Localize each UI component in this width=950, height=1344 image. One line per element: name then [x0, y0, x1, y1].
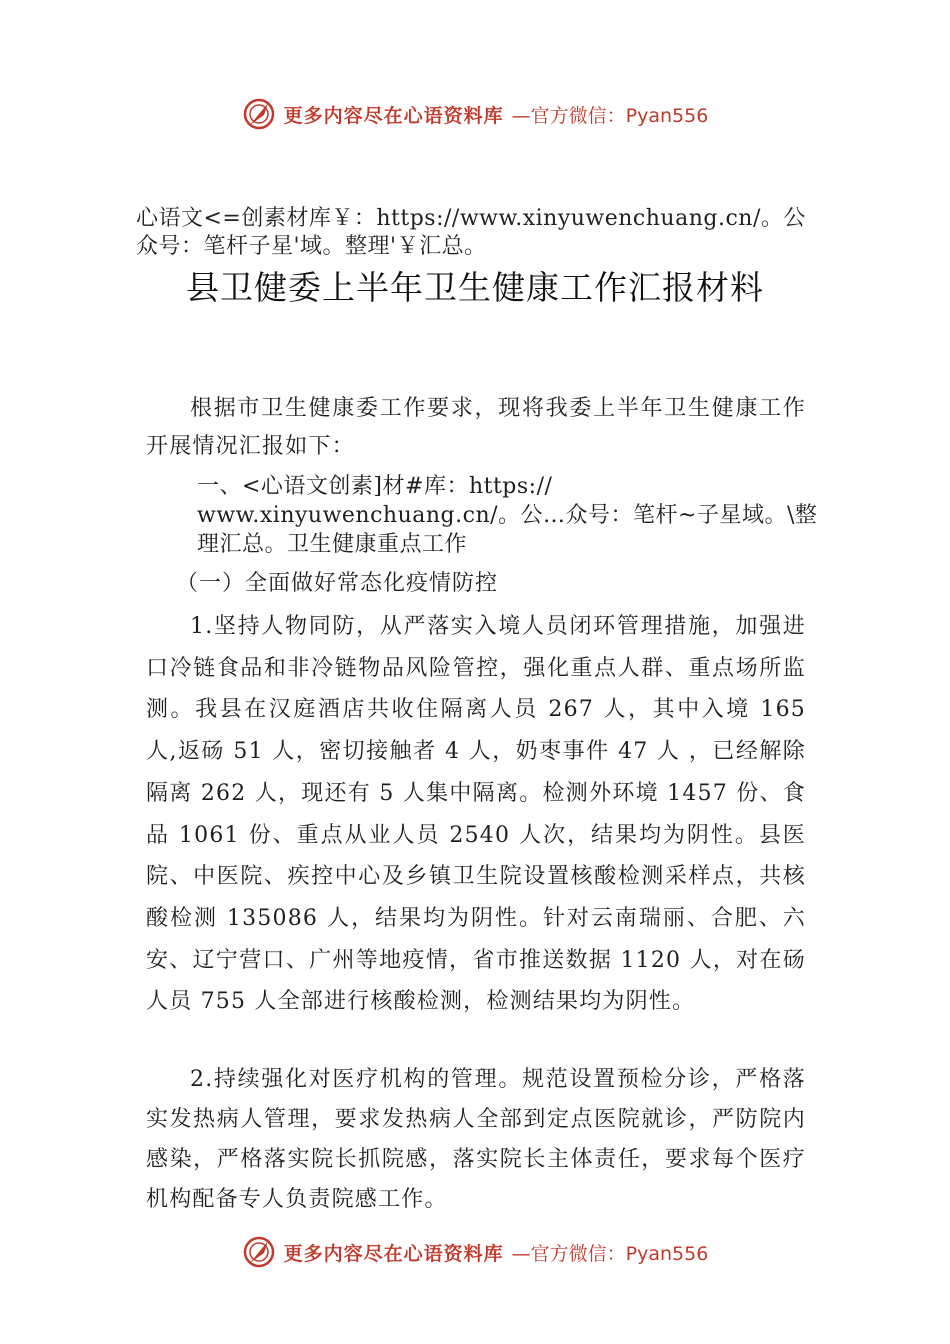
footer-wechat-text: —官方微信：Pyan556 — [511, 1242, 709, 1265]
paragraph-1-block — [146, 606, 806, 1023]
banner-brand-text: 更多内容尽在心语资料库 — [283, 104, 504, 127]
banner-wechat-text: —官方微信：Pyan556 — [511, 104, 709, 127]
feather-seal-icon — [242, 1235, 276, 1269]
document-title: 县卫健委上半年卫生健康工作汇报材料 — [186, 268, 764, 307]
header-banner — [0, 94, 950, 134]
paragraph-2-block — [146, 1060, 806, 1220]
watermark-line-1: 心语文<=创素材库￥：https://www.xinyuwenchuang.cn/。公 — [136, 206, 806, 231]
intro-block — [146, 390, 806, 466]
intro-paragraph: 根据市卫生健康委工作要求，现将我委上半年卫生健康工作开展情况汇报如下： — [146, 396, 806, 459]
section-1-heading-line-3: 理汇总。卫生健康重点工作 — [197, 532, 468, 557]
section-1-heading-line-1: 一、<心语文创素]材#库：https:// — [197, 474, 553, 499]
paragraph-2: 2.持续强化对医疗机构的管理。规范设置预检分诊，严格落实发热病人管理，要求发热病人全部到定点医院就诊，严防院内感染，严格落实院长抓院感，落实院长主体责任，要求每个医疗机构配备专人负责院感工作。 — [146, 1067, 806, 1212]
paragraph-1: 1.坚持人物同防，从严落实入境人员闭环管理措施，加强进口冷链食品和非冷链物品风险管控，强化重点人群、重点场所监测。我县在汉庭酒店共收住隔离人员 267 人，其中入境 165 人,返砀 51 人，密切接触者 4 人，奶枣事件 47 人 ，已经解除隔离 262 人，现还有 5 人集中隔离。检测外环境 1457 份、食品 1061 份、重点从业人员 2540 人次，结果均为阴性。县医院、中医院、疾控中心及乡镇卫生院设置核酸检测采样点，共核酸检测 135086 人，结果均为阴性。针对云南瑞丽、合肥、六安、辽宁营口、广州等地疫情，省市推送数据 1120 人，对在砀人员 755 人全部进行核酸检测，检测结果均为阴性。 — [146, 614, 806, 1015]
feather-seal-icon — [242, 97, 276, 131]
footer-banner — [0, 1232, 950, 1272]
section-1-heading — [197, 472, 837, 559]
subsection-1-heading: （一）全面做好常态化疫情防控 — [176, 571, 499, 596]
watermark-line-2: 众号：笔杆子星'域。整理'￥汇总。 — [136, 234, 487, 259]
section-1-heading-line-2: www.xinyuwenchuang.cn/。公…众号：笔杆~子星域。\整 — [197, 503, 818, 528]
footer-brand-text: 更多内容尽在心语资料库 — [283, 1242, 504, 1265]
